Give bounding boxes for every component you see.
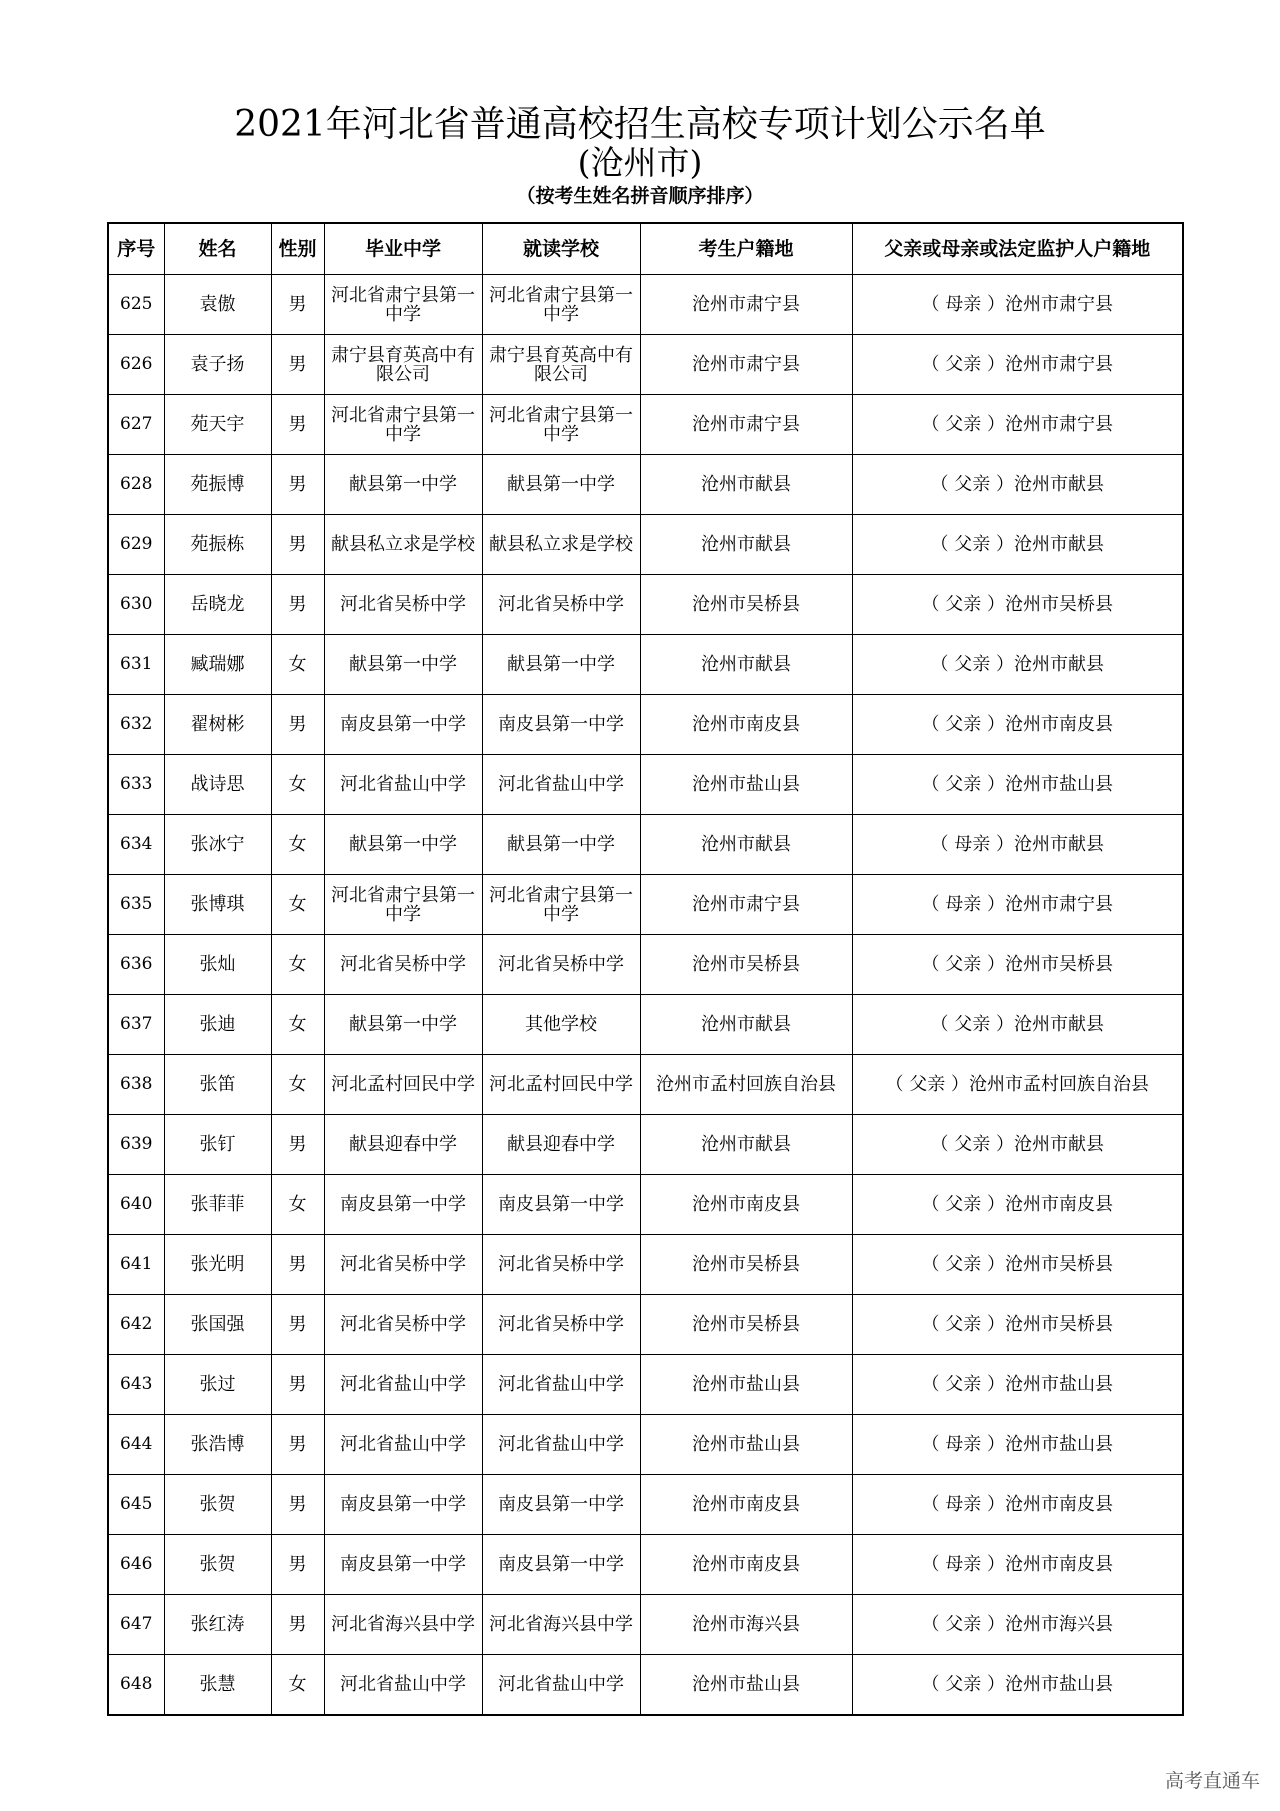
table-row <box>108 1355 1183 1415</box>
cell-grad-school: 河北省肃宁县第一中学 <box>324 275 482 335</box>
cell-gender: 男 <box>271 1235 324 1295</box>
cell-name: 袁傲 <box>164 275 271 335</box>
table-row <box>108 1475 1183 1535</box>
table-row <box>108 275 1183 335</box>
cell-current-school: 河北省吴桥中学 <box>482 1295 640 1355</box>
cell-guardian-hukou: （ 父亲 ）沧州市海兴县 <box>852 1595 1183 1655</box>
cell-name: 岳晓龙 <box>164 575 271 635</box>
cell-hukou: 沧州市吴桥县 <box>640 1295 852 1355</box>
table-row <box>108 455 1183 515</box>
cell-hukou: 沧州市南皮县 <box>640 1475 852 1535</box>
column-header-gender: 性别 <box>271 223 324 275</box>
table-row <box>108 995 1183 1055</box>
cell-name: 张灿 <box>164 935 271 995</box>
column-header-grad-school: 毕业中学 <box>324 223 482 275</box>
cell-name: 张慧 <box>164 1655 271 1716</box>
cell-guardian-hukou: （ 父亲 ）沧州市吴桥县 <box>852 575 1183 635</box>
cell-gender: 男 <box>271 575 324 635</box>
cell-current-school: 献县迎春中学 <box>482 1115 640 1175</box>
table-body <box>108 275 1183 1716</box>
cell-gender: 女 <box>271 935 324 995</box>
column-header-guardian-hukou: 父亲或母亲或法定监护人户籍地 <box>852 223 1183 275</box>
cell-grad-school: 河北省吴桥中学 <box>324 575 482 635</box>
cell-guardian-hukou: （ 父亲 ）沧州市吴桥县 <box>852 935 1183 995</box>
cell-guardian-hukou: （ 母亲 ）沧州市盐山县 <box>852 1415 1183 1475</box>
table-row <box>108 1295 1183 1355</box>
cell-name: 袁子扬 <box>164 335 271 395</box>
cell-name: 苑振栋 <box>164 515 271 575</box>
cell-seq: 637 <box>108 995 164 1055</box>
cell-name: 张过 <box>164 1355 271 1415</box>
cell-gender: 男 <box>271 1535 324 1595</box>
cell-name: 张红涛 <box>164 1595 271 1655</box>
cell-grad-school: 河北孟村回民中学 <box>324 1055 482 1115</box>
cell-hukou: 沧州市吴桥县 <box>640 1235 852 1295</box>
cell-guardian-hukou: （ 父亲 ）沧州市盐山县 <box>852 1655 1183 1716</box>
cell-guardian-hukou: （ 父亲 ）沧州市吴桥县 <box>852 1235 1183 1295</box>
cell-seq: 625 <box>108 275 164 335</box>
cell-guardian-hukou: （ 父亲 ）沧州市吴桥县 <box>852 1295 1183 1355</box>
cell-current-school: 献县第一中学 <box>482 815 640 875</box>
cell-name: 张国强 <box>164 1295 271 1355</box>
cell-guardian-hukou: （ 父亲 ）沧州市肃宁县 <box>852 395 1183 455</box>
page-subtitle: (沧州市) <box>577 143 703 182</box>
table-row <box>108 335 1183 395</box>
cell-grad-school: 南皮县第一中学 <box>324 1475 482 1535</box>
cell-seq: 638 <box>108 1055 164 1115</box>
cell-hukou: 沧州市献县 <box>640 455 852 515</box>
cell-hukou: 沧州市南皮县 <box>640 1175 852 1235</box>
cell-grad-school: 献县第一中学 <box>324 815 482 875</box>
cell-hukou: 沧州市吴桥县 <box>640 575 852 635</box>
cell-gender: 女 <box>271 815 324 875</box>
cell-seq: 635 <box>108 875 164 935</box>
cell-seq: 641 <box>108 1235 164 1295</box>
watermark-text: 高考直通车 <box>1164 1770 1260 1792</box>
cell-current-school: 献县私立求是学校 <box>482 515 640 575</box>
cell-seq: 648 <box>108 1655 164 1716</box>
table-row <box>108 1175 1183 1235</box>
cell-hukou: 沧州市献县 <box>640 815 852 875</box>
cell-hukou: 沧州市盐山县 <box>640 1355 852 1415</box>
cell-current-school: 南皮县第一中学 <box>482 695 640 755</box>
cell-gender: 男 <box>271 1295 324 1355</box>
cell-gender: 男 <box>271 1475 324 1535</box>
cell-current-school: 河北省盐山中学 <box>482 1655 640 1716</box>
cell-name: 张迪 <box>164 995 271 1055</box>
cell-grad-school: 河北省吴桥中学 <box>324 1235 482 1295</box>
cell-gender: 男 <box>271 395 324 455</box>
cell-gender: 女 <box>271 755 324 815</box>
cell-guardian-hukou: （ 父亲 ）沧州市盐山县 <box>852 1355 1183 1415</box>
cell-name: 翟树彬 <box>164 695 271 755</box>
cell-current-school: 河北孟村回民中学 <box>482 1055 640 1115</box>
table-row <box>108 875 1183 935</box>
cell-gender: 男 <box>271 1115 324 1175</box>
table-row <box>108 935 1183 995</box>
cell-seq: 633 <box>108 755 164 815</box>
cell-grad-school: 献县第一中学 <box>324 635 482 695</box>
cell-guardian-hukou: （ 父亲 ）沧州市南皮县 <box>852 1175 1183 1235</box>
cell-current-school: 河北省吴桥中学 <box>482 575 640 635</box>
page-title: 2021年河北省普通高校招生高校专项计划公示名单 <box>234 104 1046 145</box>
cell-gender: 男 <box>271 335 324 395</box>
cell-seq: 629 <box>108 515 164 575</box>
cell-seq: 642 <box>108 1295 164 1355</box>
table-row <box>108 635 1183 695</box>
cell-current-school: 河北省肃宁县第一中学 <box>482 275 640 335</box>
cell-seq: 646 <box>108 1535 164 1595</box>
cell-hukou: 沧州市献县 <box>640 515 852 575</box>
cell-gender: 男 <box>271 455 324 515</box>
cell-current-school: 南皮县第一中学 <box>482 1475 640 1535</box>
cell-grad-school: 献县第一中学 <box>324 995 482 1055</box>
cell-seq: 643 <box>108 1355 164 1415</box>
table-row <box>108 1655 1183 1716</box>
cell-seq: 631 <box>108 635 164 695</box>
cell-gender: 女 <box>271 1655 324 1716</box>
cell-grad-school: 献县迎春中学 <box>324 1115 482 1175</box>
table-header-row <box>108 223 1183 275</box>
cell-guardian-hukou: （ 父亲 ）沧州市献县 <box>852 515 1183 575</box>
cell-grad-school: 河北省盐山中学 <box>324 1655 482 1716</box>
cell-current-school: 河北省盐山中学 <box>482 1355 640 1415</box>
cell-guardian-hukou: （ 母亲 ）沧州市南皮县 <box>852 1475 1183 1535</box>
cell-grad-school: 河北省吴桥中学 <box>324 935 482 995</box>
table-row <box>108 1235 1183 1295</box>
cell-seq: 628 <box>108 455 164 515</box>
cell-hukou: 沧州市肃宁县 <box>640 275 852 335</box>
cell-gender: 女 <box>271 875 324 935</box>
cell-hukou: 沧州市盐山县 <box>640 1415 852 1475</box>
cell-grad-school: 河北省吴桥中学 <box>324 1295 482 1355</box>
cell-seq: 644 <box>108 1415 164 1475</box>
cell-name: 张光明 <box>164 1235 271 1295</box>
table-row <box>108 395 1183 455</box>
cell-current-school: 河北省肃宁县第一中学 <box>482 875 640 935</box>
cell-gender: 女 <box>271 995 324 1055</box>
table-row <box>108 515 1183 575</box>
cell-grad-school: 河北省肃宁县第一中学 <box>324 875 482 935</box>
cell-current-school: 南皮县第一中学 <box>482 1535 640 1595</box>
cell-seq: 647 <box>108 1595 164 1655</box>
cell-name: 苑天宇 <box>164 395 271 455</box>
cell-guardian-hukou: （ 父亲 ）沧州市盐山县 <box>852 755 1183 815</box>
cell-gender: 男 <box>271 515 324 575</box>
cell-current-school: 河北省肃宁县第一中学 <box>482 395 640 455</box>
cell-guardian-hukou: （ 父亲 ）沧州市献县 <box>852 1115 1183 1175</box>
cell-gender: 男 <box>271 1355 324 1415</box>
cell-name: 张钉 <box>164 1115 271 1175</box>
cell-name: 臧瑞娜 <box>164 635 271 695</box>
cell-hukou: 沧州市盐山县 <box>640 755 852 815</box>
cell-grad-school: 献县第一中学 <box>324 455 482 515</box>
cell-hukou: 沧州市献县 <box>640 995 852 1055</box>
cell-name: 张菲菲 <box>164 1175 271 1235</box>
table-row <box>108 1055 1183 1115</box>
table-row <box>108 1415 1183 1475</box>
cell-seq: 632 <box>108 695 164 755</box>
cell-gender: 男 <box>271 275 324 335</box>
cell-name: 战诗思 <box>164 755 271 815</box>
cell-grad-school: 肃宁县育英高中有限公司 <box>324 335 482 395</box>
cell-seq: 640 <box>108 1175 164 1235</box>
cell-gender: 男 <box>271 1415 324 1475</box>
cell-current-school: 河北省盐山中学 <box>482 755 640 815</box>
cell-gender: 男 <box>271 695 324 755</box>
cell-current-school: 南皮县第一中学 <box>482 1175 640 1235</box>
table-row <box>108 575 1183 635</box>
cell-hukou: 沧州市海兴县 <box>640 1595 852 1655</box>
cell-guardian-hukou: （ 父亲 ）沧州市献县 <box>852 455 1183 515</box>
cell-grad-school: 河北省盐山中学 <box>324 755 482 815</box>
cell-current-school: 肃宁县育英高中有限公司 <box>482 335 640 395</box>
cell-guardian-hukou: （ 父亲 ）沧州市南皮县 <box>852 695 1183 755</box>
cell-guardian-hukou: （ 母亲 ）沧州市献县 <box>852 815 1183 875</box>
cell-current-school: 河北省盐山中学 <box>482 1415 640 1475</box>
column-header-name: 姓名 <box>164 223 271 275</box>
cell-hukou: 沧州市南皮县 <box>640 695 852 755</box>
cell-current-school: 河北省海兴县中学 <box>482 1595 640 1655</box>
cell-grad-school: 河北省海兴县中学 <box>324 1595 482 1655</box>
cell-hukou: 沧州市肃宁县 <box>640 395 852 455</box>
cell-hukou: 沧州市肃宁县 <box>640 875 852 935</box>
cell-gender: 男 <box>271 1595 324 1655</box>
cell-current-school: 献县第一中学 <box>482 635 640 695</box>
cell-current-school: 河北省吴桥中学 <box>482 1235 640 1295</box>
column-header-seq: 序号 <box>108 223 164 275</box>
cell-name: 苑振博 <box>164 455 271 515</box>
cell-hukou: 沧州市盐山县 <box>640 1655 852 1716</box>
column-header-current-school: 就读学校 <box>482 223 640 275</box>
cell-grad-school: 南皮县第一中学 <box>324 1535 482 1595</box>
cell-name: 张博琪 <box>164 875 271 935</box>
cell-guardian-hukou: （ 父亲 ）沧州市孟村回族自治县 <box>852 1055 1183 1115</box>
table-row <box>108 1115 1183 1175</box>
cell-seq: 634 <box>108 815 164 875</box>
cell-grad-school: 南皮县第一中学 <box>324 695 482 755</box>
cell-grad-school: 南皮县第一中学 <box>324 1175 482 1235</box>
cell-guardian-hukou: （ 母亲 ）沧州市肃宁县 <box>852 875 1183 935</box>
cell-gender: 女 <box>271 635 324 695</box>
table-row <box>108 755 1183 815</box>
cell-seq: 636 <box>108 935 164 995</box>
column-header-hukou: 考生户籍地 <box>640 223 852 275</box>
cell-grad-school: 河北省盐山中学 <box>324 1415 482 1475</box>
cell-hukou: 沧州市肃宁县 <box>640 335 852 395</box>
cell-gender: 女 <box>271 1175 324 1235</box>
table-row <box>108 695 1183 755</box>
cell-grad-school: 河北省盐山中学 <box>324 1355 482 1415</box>
cell-grad-school: 河北省肃宁县第一中学 <box>324 395 482 455</box>
cell-current-school: 献县第一中学 <box>482 455 640 515</box>
cell-guardian-hukou: （ 父亲 ）沧州市献县 <box>852 635 1183 695</box>
cell-seq: 639 <box>108 1115 164 1175</box>
cell-hukou: 沧州市南皮县 <box>640 1535 852 1595</box>
cell-guardian-hukou: （ 母亲 ）沧州市南皮县 <box>852 1535 1183 1595</box>
cell-seq: 626 <box>108 335 164 395</box>
cell-guardian-hukou: （ 母亲 ）沧州市肃宁县 <box>852 275 1183 335</box>
cell-name: 张冰宁 <box>164 815 271 875</box>
table-row <box>108 1595 1183 1655</box>
cell-hukou: 沧州市献县 <box>640 635 852 695</box>
cell-seq: 630 <box>108 575 164 635</box>
cell-name: 张贺 <box>164 1535 271 1595</box>
cell-guardian-hukou: （ 父亲 ）沧州市肃宁县 <box>852 335 1183 395</box>
sort-note: （按考生姓名拼音顺序排序） <box>516 185 764 207</box>
cell-gender: 女 <box>271 1055 324 1115</box>
cell-grad-school: 献县私立求是学校 <box>324 515 482 575</box>
cell-current-school: 河北省吴桥中学 <box>482 935 640 995</box>
cell-hukou: 沧州市献县 <box>640 1115 852 1175</box>
cell-seq: 645 <box>108 1475 164 1535</box>
cell-current-school: 其他学校 <box>482 995 640 1055</box>
cell-hukou: 沧州市孟村回族自治县 <box>640 1055 852 1115</box>
table-row <box>108 815 1183 875</box>
cell-name: 张贺 <box>164 1475 271 1535</box>
cell-seq: 627 <box>108 395 164 455</box>
cell-guardian-hukou: （ 父亲 ）沧州市献县 <box>852 995 1183 1055</box>
cell-hukou: 沧州市吴桥县 <box>640 935 852 995</box>
cell-name: 张浩博 <box>164 1415 271 1475</box>
candidate-table <box>107 222 1184 1716</box>
table-row <box>108 1535 1183 1595</box>
cell-name: 张笛 <box>164 1055 271 1115</box>
